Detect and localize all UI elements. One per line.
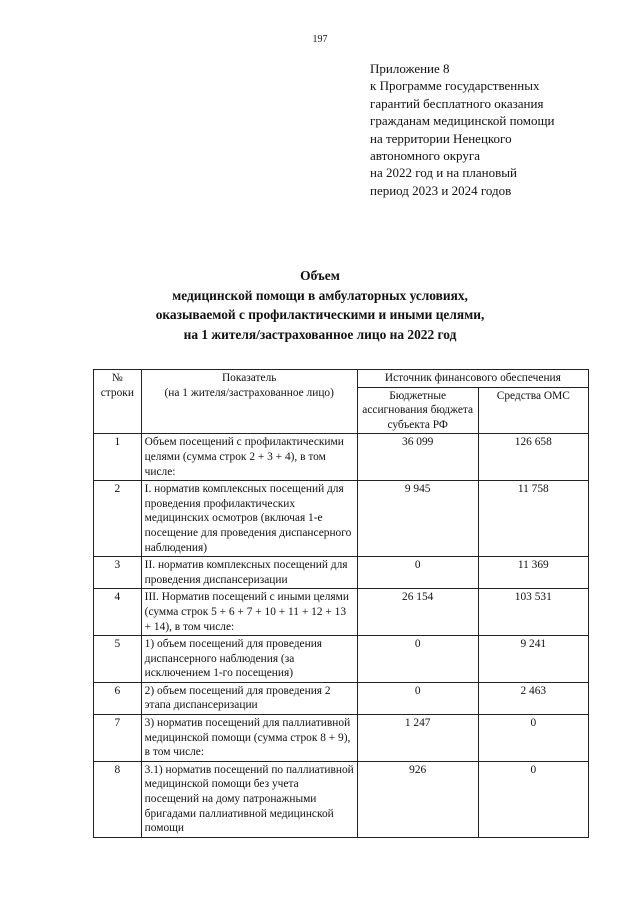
row-oms-value: 11 369 [478, 557, 588, 589]
title-line: Объем [300, 268, 340, 283]
row-oms-value: 0 [478, 761, 588, 837]
row-indicator: 2) объем посещений для проведения 2 этапа диспансеризации [141, 682, 357, 714]
table-row [94, 557, 589, 589]
document-title [0, 266, 640, 344]
row-budget-value: 0 [357, 682, 478, 714]
row-oms-value: 9 241 [478, 636, 588, 683]
table-row [94, 761, 589, 837]
row-indicator: III. Норматив посещений с иными целями (сумма строк 5 + 6 + 7 + 10 + 11 + 12 + 13 + 14), в том числе: [141, 589, 357, 636]
row-budget-value: 36 099 [357, 434, 478, 481]
header-indicator: Показатель (на 1 жителя/застрахованное лицо) [141, 370, 357, 434]
volume-table [93, 369, 589, 838]
row-oms-value: 103 531 [478, 589, 588, 636]
row-budget-value: 1 247 [357, 715, 478, 762]
table-header-row [94, 370, 589, 388]
appendix-line: гарантий бесплатного оказания [370, 95, 544, 111]
row-oms-value: 126 658 [478, 434, 588, 481]
row-indicator: Объем посещений с профилактическими целями (сумма строк 2 + 3 + 4), в том числе: [141, 434, 357, 481]
row-number: 5 [94, 636, 142, 683]
appendix-line: гражданам медицинской помощи [370, 113, 555, 129]
header-row-number: № строки [94, 370, 142, 434]
table-row [94, 682, 589, 714]
appendix-line: период 2023 и 2024 годов [370, 182, 512, 198]
row-oms-value: 11 758 [478, 481, 588, 557]
row-number: 4 [94, 589, 142, 636]
row-indicator: 3.1) норматив посещений по паллиативной медицинской помощи без учета посещений на дому патронажными бригадами паллиативной медицинской помощи [141, 761, 357, 837]
row-budget-value: 0 [357, 557, 478, 589]
row-indicator: I. норматив комплексных посещений для проведения профилактических медицинских осмотров (включая 1-е посещение для проведения диспансерного наблюдения) [141, 481, 357, 557]
row-budget-value: 0 [357, 636, 478, 683]
row-number: 6 [94, 682, 142, 714]
header-budget: Бюджетные ассигнования бюджета субъекта РФ [357, 387, 478, 434]
row-number: 1 [94, 434, 142, 481]
row-number: 3 [94, 557, 142, 589]
table-row [94, 715, 589, 762]
appendix-note [370, 60, 630, 199]
page-number: 197 [312, 34, 328, 45]
appendix-line: автономного округа [370, 148, 480, 164]
row-budget-value: 926 [357, 761, 478, 837]
row-number: 2 [94, 481, 142, 557]
row-oms-value: 0 [478, 715, 588, 762]
appendix-line: на 2022 год и на плановый [370, 165, 517, 181]
table-row [94, 589, 589, 636]
row-indicator: 3) норматив посещений для паллиативной медицинской помощи (сумма строк 8 + 9), в том числе: [141, 715, 357, 762]
appendix-line: на территории Ненецкого [370, 130, 512, 146]
row-budget-value: 9 945 [357, 481, 478, 557]
row-number: 7 [94, 715, 142, 762]
title-line: оказываемой с профилактическими и иными целями, [155, 307, 485, 323]
row-number: 8 [94, 761, 142, 837]
row-indicator: II. норматив комплексных посещений для проведения диспансеризации [141, 557, 357, 589]
appendix-line: к Программе государственных [370, 78, 540, 94]
table-row [94, 434, 589, 481]
appendix-line: Приложение 8 [370, 61, 450, 76]
header-oms: Средства ОМС [478, 387, 588, 434]
table-row [94, 636, 589, 683]
row-oms-value: 2 463 [478, 682, 588, 714]
header-funding-source: Источник финансового обеспечения [357, 370, 588, 388]
table-row [94, 481, 589, 557]
title-line: на 1 жителя/застрахованное лицо на 2022 год [183, 326, 457, 342]
row-indicator: 1) объем посещений для проведения диспансерного наблюдения (за исключением 1-го посещения) [141, 636, 357, 683]
row-budget-value: 26 154 [357, 589, 478, 636]
title-line: медицинской помощи в амбулаторных условиях, [172, 287, 468, 303]
